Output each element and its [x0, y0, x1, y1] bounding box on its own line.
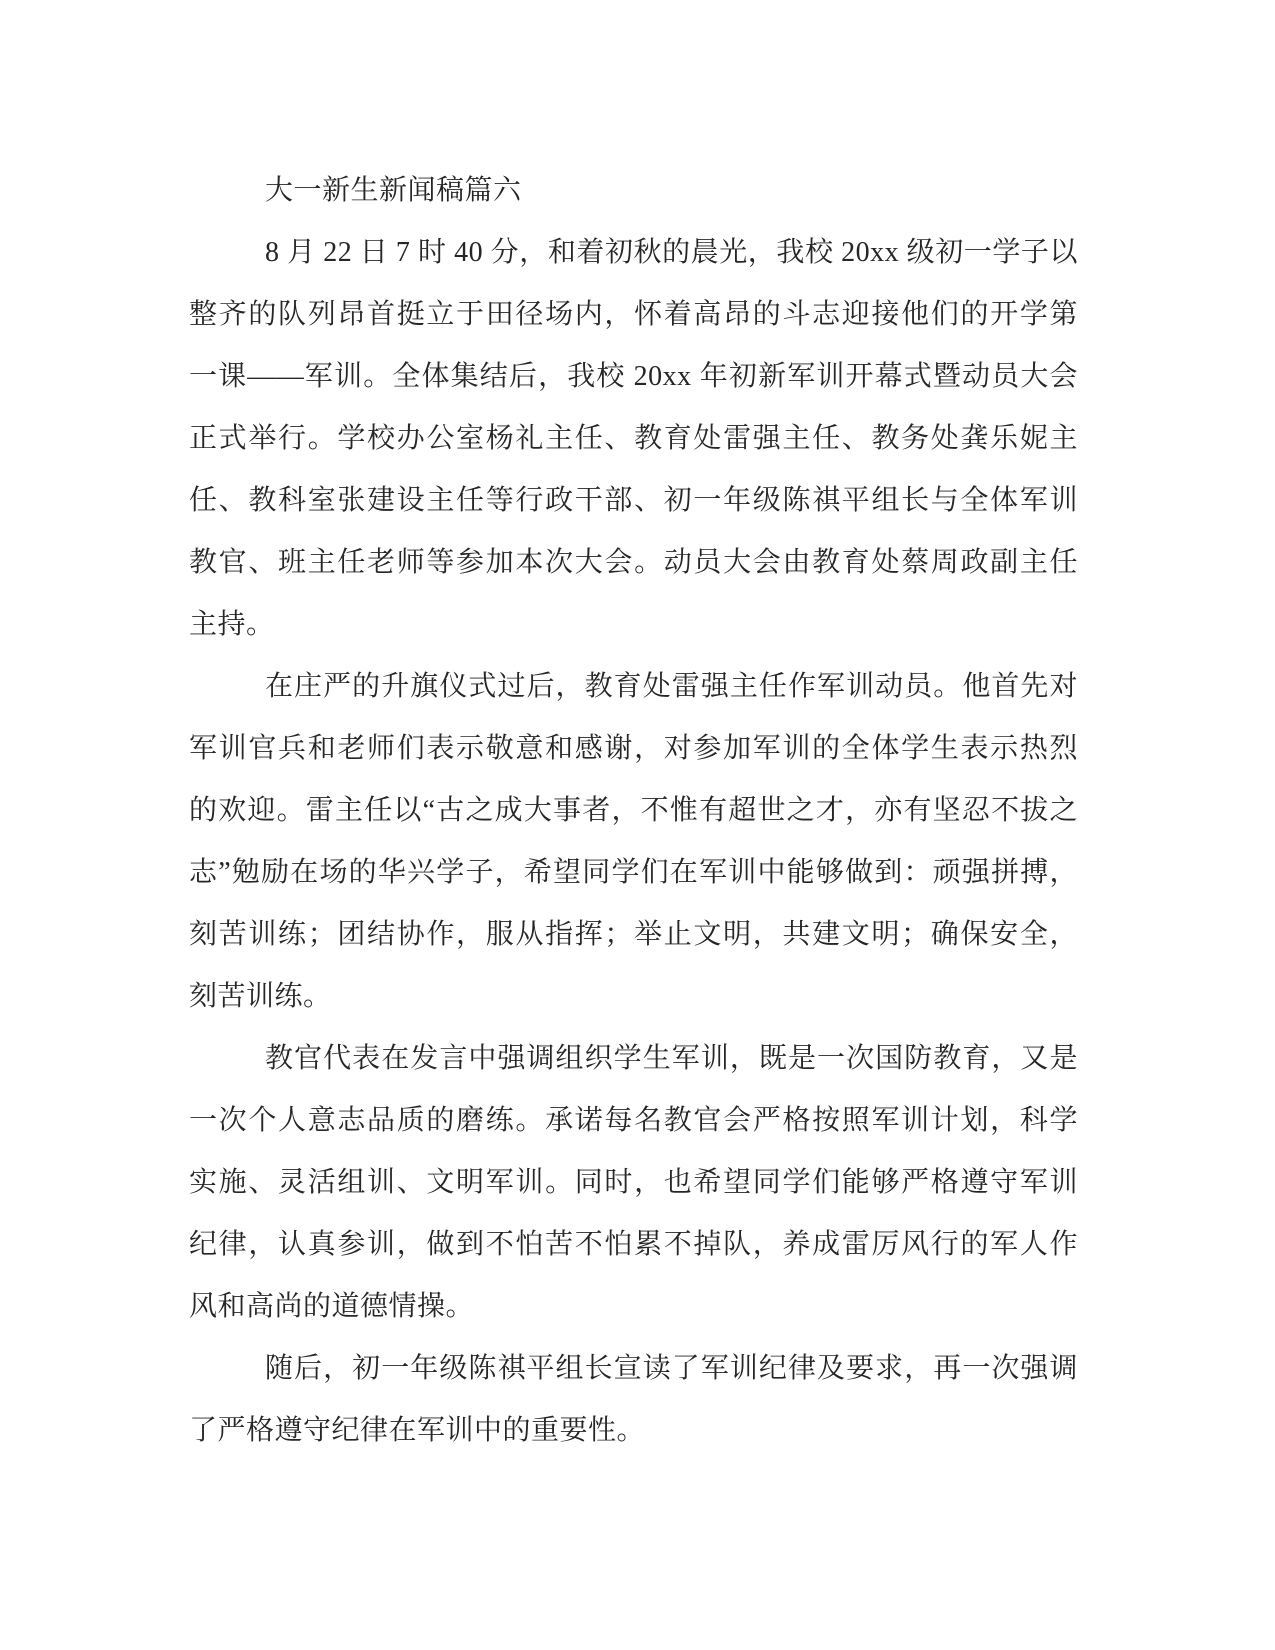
text-line: 一次个人意志品质的磨练。承诺每名教官会严格按照军训计划，科学	[189, 1105, 1078, 1136]
text-line: 风和高尚的道德情操。	[189, 1291, 475, 1322]
text-line: 主持。	[189, 609, 275, 640]
text-line: 一课——军训。全体集结后，我校 20xx 年初新军训开幕式暨动员大会	[189, 361, 1078, 392]
text-line: 在庄严的升旗仪式过后，教育处雷强主任作军训动员。他首先对	[265, 671, 1078, 702]
text-line: 军训官兵和老师们表示敬意和感谢，对参加军训的全体学生表示热烈	[189, 733, 1078, 764]
text-line: 教官代表在发言中强调组织学生军训，既是一次国防教育，又是	[265, 1043, 1078, 1074]
text-line: 随后，初一年级陈祺平组长宣读了军训纪律及要求，再一次强调	[265, 1353, 1078, 1384]
text-line: 了严格遵守纪律在军训中的重要性。	[189, 1415, 646, 1446]
text-line: 教官、班主任老师等参加本次大会。动员大会由教育处蔡周政副主任	[189, 547, 1078, 578]
text-line: 的欢迎。雷主任以“古之成大事者，不惟有超世之才，亦有坚忍不拔之	[189, 795, 1078, 826]
text-line: 实施、灵活组训、文明军训。同时，也希望同学们能够严格遵守军训	[189, 1167, 1078, 1198]
text-line: 大一新生新闻稿篇六	[265, 175, 522, 206]
text-line: 正式举行。学校办公室杨礼主任、教育处雷强主任、教务处龚乐妮主	[189, 423, 1078, 454]
text-line: 刻苦训练。	[189, 981, 332, 1012]
text-line: 纪律，认真参训，做到不怕苦不怕累不掉队，养成雷厉风行的军人作	[189, 1229, 1078, 1260]
text-line: 8 月 22 日 7 时 40 分，和着初秋的晨光，我校 20xx 级初一学子以	[265, 237, 1078, 268]
document-body	[189, 160, 1078, 1462]
text-line: 整齐的队列昂首挺立于田径场内，怀着高昂的斗志迎接他们的开学第	[189, 299, 1078, 330]
text-line: 志”勉励在场的华兴学子，希望同学们在军训中能够做到：顽强拼搏，	[189, 857, 1078, 888]
text-line: 任、教科室张建设主任等行政干部、初一年级陈祺平组长与全体军训	[189, 485, 1078, 516]
text-line: 刻苦训练；团结协作，服从指挥；举止文明，共建文明；确保安全，	[189, 919, 1078, 950]
